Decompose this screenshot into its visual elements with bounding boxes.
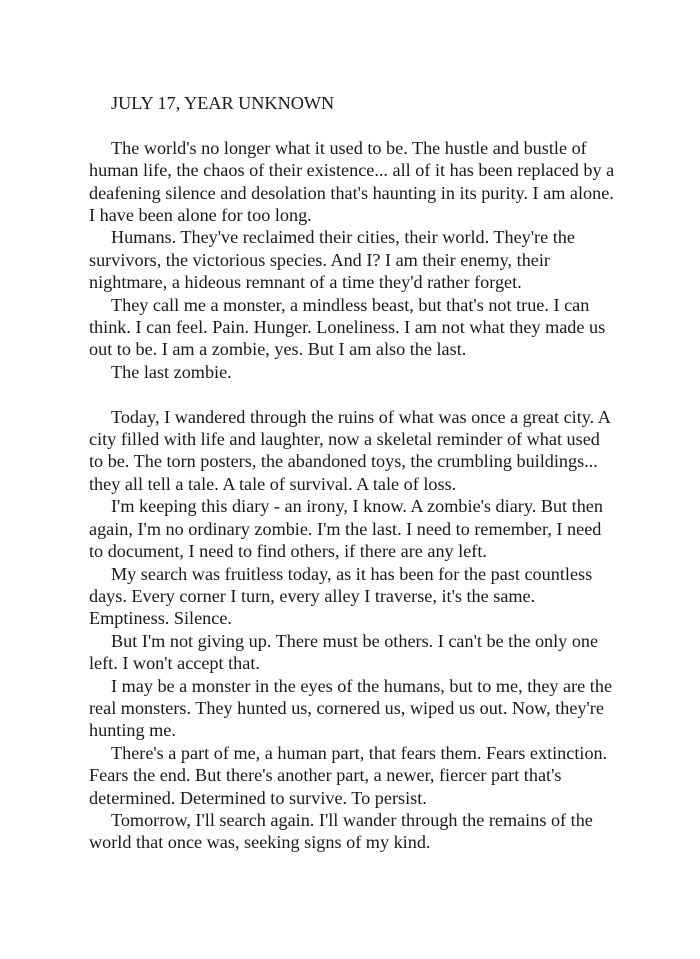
- paragraph: The last zombie.: [111, 361, 232, 382]
- paragraph: Today, I wandered through the ruins of what was once a great city. A city filled with life and laughter, now a skeletal reminder of what used to be. The torn posters, the abandoned toys, the crumbling buildings... they all tell a tale. A tale of survival. A tale of loss.: [89, 406, 610, 494]
- paragraph: They call me a monster, a mindless beast, but that's not true. I can think. I can feel. Pain. Hunger. Loneliness. I am not what they made us out to be. I am a zombie, yes. But I am also the last.: [89, 294, 606, 360]
- date-heading: JULY 17, YEAR UNKNOWN: [111, 93, 335, 113]
- paragraph: There's a part of me, a human part, that fears them. Fears extinction. Fears the end. But there's another part, a newer, fiercer part that's determined. Determined to survive. To persist.: [89, 742, 608, 808]
- diary-text: [89, 92, 616, 854]
- paragraph: Humans. They've reclaimed their cities, their world. They're the survivors, the victorious species. And I? I am their enemy, their nightmare, a hideous remnant of a time they'd rather forget.: [89, 227, 575, 293]
- paragraph: The world's no longer what it used to be. The hustle and bustle of human life, the chaos of their existence... all of it has been replaced by a deafening silence and desolation that's haunting in its purity. I am alone. I have been alone for too long.: [89, 137, 615, 226]
- paragraph: My search was fruitless today, as it has been for the past countless days. Every corner I turn, every alley I traverse, it's the same. Emptiness. Silence.: [89, 563, 593, 629]
- section-break: [89, 383, 616, 405]
- paragraph: Tomorrow, I'll search again. I'll wander through the remains of the world that once was, seeking signs of my kind.: [89, 809, 593, 853]
- paragraph: I may be a monster in the eyes of the humans, but to me, they are the real monsters. They hunted us, cornered us, wiped us out. Now, they're hunting me.: [89, 675, 613, 741]
- paragraph: But I'm not giving up. There must be others. I can't be the only one left. I won't accept that.: [89, 630, 599, 674]
- paragraph: I'm keeping this diary - an irony, I know. A zombie's diary. But then again, I'm no ordinary zombie. I'm the last. I need to remember, I need to document, I need to find others, if there are any left.: [89, 496, 603, 562]
